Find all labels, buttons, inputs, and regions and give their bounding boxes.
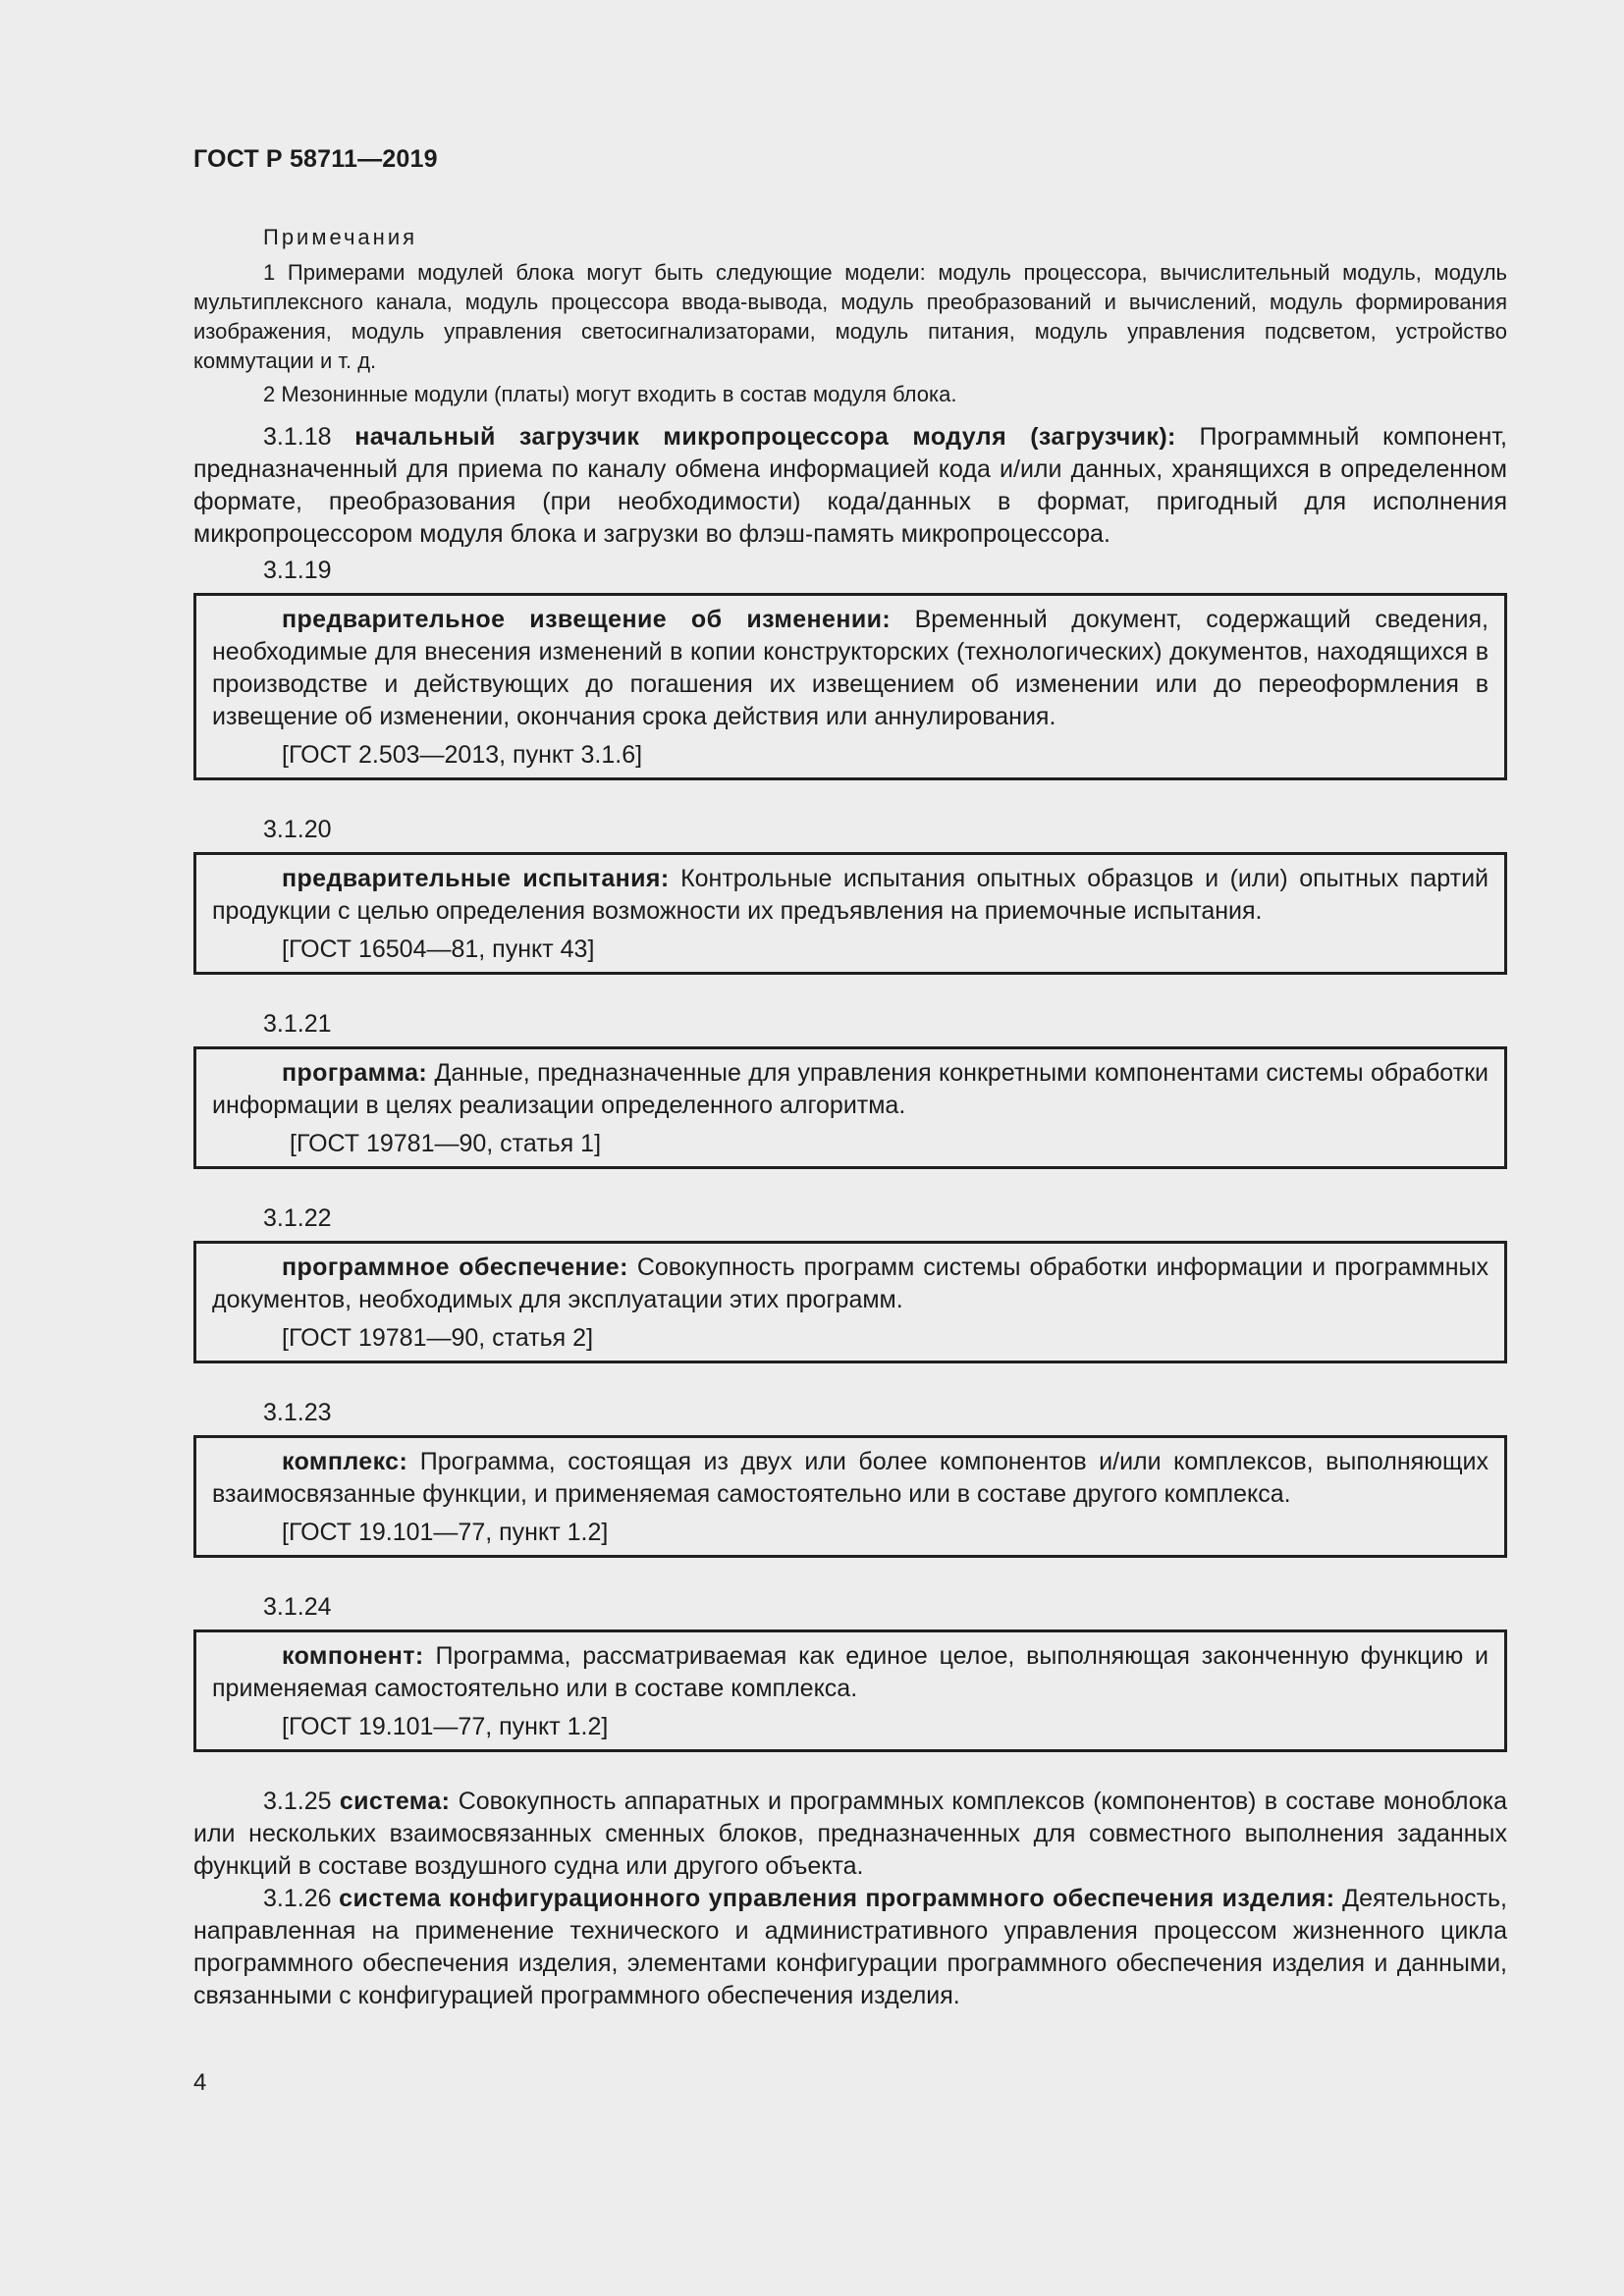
term-name: программа:	[282, 1059, 428, 1087]
note-item: 1 Примерами модулей блока могут быть следующие модели: модуль процессора, вычислительный модуль, модуль мультиплексного канала, модуль процессора ввода-вывода, модуль преобразований и вычислений, модуль формирования изображения, модуль управления светосигнализаторами, модуль питания, модуль управления подсветом, устройство коммутации и т. д.	[193, 260, 1507, 373]
page-number: 4	[193, 2069, 207, 2096]
term-definition	[212, 863, 1489, 928]
document-page	[193, 145, 1507, 2012]
term-definition	[212, 1057, 1489, 1122]
term-definition-box	[193, 593, 1507, 780]
term-text: Контрольные испытания опытных образцов и (или) опытных партий продукции с целью определения возможности их предъявления на приемочные испытания.	[212, 865, 1489, 925]
term-source: [ГОСТ 19.101—77, пункт 1.2]	[282, 1713, 609, 1740]
term-text: Совокупность программ системы обработки информации и программных документов, необходимых для эксплуатации этих программ.	[212, 1254, 1489, 1313]
term-number: 3.1.19	[263, 557, 332, 584]
term-definition-box	[193, 1046, 1507, 1169]
paragraph-text: Программный компонент, предназначенный для приема по каналу обмена информацией кода и/или данных, хранящихся в определенном формате, преобразования (при необходимости) кода/данных в формат, пригодный для исполнения микропроцессором модуля блока и загрузки во флэш-память микропроцессора.	[193, 423, 1507, 548]
paragraph-3-1-26	[193, 1883, 1507, 2012]
term-number: 3.1.20	[263, 816, 332, 843]
term-definition-box	[193, 1435, 1507, 1558]
term-name: система:	[339, 1788, 451, 1815]
term-definition-box	[193, 1241, 1507, 1363]
term-definition-box	[193, 1629, 1507, 1752]
paragraph-3-1-18	[193, 421, 1507, 551]
term-text: Временный документ, содержащий сведения, необходимые для внесения изменений в копии конструкторских (технологических) документов, находящихся в производстве и действующих до погашения их извещением об изменении или до переоформления в извещение об изменении, окончания срока действия или аннулирования.	[212, 606, 1489, 730]
term-number: 3.1.23	[263, 1399, 332, 1426]
document-header: ГОСТ Р 58711—2019	[193, 145, 438, 173]
notes-title: Примечания	[263, 225, 418, 249]
paragraph-text: Деятельность, направленная на применение технического и административного управления процессом жизненного цикла программного обеспечения изделия, элементами конфигурации программного обеспечения изделия и данными, связанными с конфигурацией программного обеспечения изделия.	[193, 1885, 1507, 2009]
term-number: 3.1.24	[263, 1593, 332, 1621]
term-name: компонент:	[282, 1642, 424, 1670]
note-item: 2 Мезонинные модули (платы) могут входить в состав модуля блока.	[263, 382, 957, 406]
term-text: Программа, состоящая из двух или более компонентов и/или комплексов, выполняющих взаимосвязанные функции, и применяемая самостоятельно или в составе другого комплекса.	[212, 1448, 1489, 1508]
paragraph-number: 3.1.26	[263, 1885, 332, 1912]
term-definition	[212, 1252, 1489, 1316]
term-definition	[212, 1640, 1489, 1705]
term-text: Данные, предназначенные для управления конкретными компонентами системы обработки информации в целях реализации определенного алгоритма.	[212, 1059, 1489, 1119]
term-definition	[212, 1446, 1489, 1511]
term-name: предварительное извещение об изменении:	[282, 606, 892, 633]
term-name: система конфигурационного управления программного обеспечения изделия:	[339, 1885, 1335, 1912]
term-source: [ГОСТ 19.101—77, пункт 1.2]	[282, 1519, 609, 1546]
term-name: комплекс:	[282, 1448, 408, 1475]
paragraph-3-1-25	[193, 1786, 1507, 1883]
term-text: Программа, рассматриваемая как единое целое, выполняющая законченную функцию и применяемая самостоятельно или в составе комплекса.	[212, 1642, 1489, 1702]
term-definition-box	[193, 852, 1507, 975]
term-name: программное обеспечение:	[282, 1254, 628, 1281]
paragraph-text: Совокупность аппаратных и программных комплексов (компонентов) в составе моноблока или нескольких взаимосвязанных сменных блоков, предназначенных для совместного выполнения заданных функций в составе воздушного судна или другого объекта.	[193, 1788, 1507, 1880]
paragraph-number: 3.1.25	[263, 1788, 332, 1815]
term-name: начальный загрузчик микропроцессора модуля (загрузчик):	[354, 423, 1176, 451]
term-name: предварительные испытания:	[282, 865, 670, 892]
term-source: [ГОСТ 16504—81, пункт 43]	[282, 935, 595, 963]
term-number: 3.1.22	[263, 1204, 332, 1232]
notes-block	[193, 225, 1507, 409]
paragraph-number: 3.1.18	[263, 423, 332, 451]
term-definition	[212, 604, 1489, 733]
term-source: [ГОСТ 19781—90, статья 1]	[290, 1130, 602, 1157]
term-number: 3.1.21	[263, 1010, 332, 1038]
term-source: [ГОСТ 19781—90, статья 2]	[282, 1324, 594, 1352]
term-source: [ГОСТ 2.503—2013, пункт 3.1.6]	[282, 741, 643, 769]
